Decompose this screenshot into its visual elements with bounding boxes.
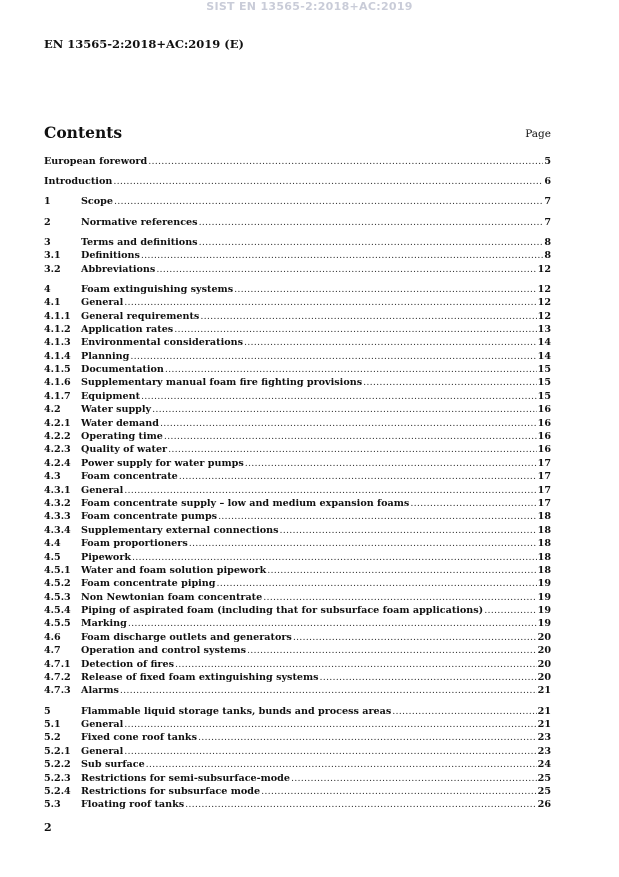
- toc-leader-dots: [280, 525, 537, 536]
- toc-entry-page: 14: [537, 350, 551, 362]
- toc-entry-title: Documentation: [81, 364, 164, 376]
- toc-entry-page: 18: [537, 564, 551, 576]
- toc-leader-dots: [200, 311, 536, 322]
- toc-entry-title: Foam discharge outlets and generators: [81, 631, 292, 643]
- toc-leader-dots: [164, 431, 537, 442]
- toc-entry[interactable]: [44, 250, 551, 263]
- toc-leader-dots: [189, 538, 537, 549]
- toc-leader-dots: [152, 404, 537, 415]
- toc-entry[interactable]: [44, 659, 551, 672]
- toc-leader-dots: [293, 632, 537, 643]
- toc-entry[interactable]: [44, 471, 551, 484]
- toc-leader-dots: [124, 485, 536, 496]
- toc-entry-page: 21: [537, 685, 551, 697]
- table-of-contents: [44, 156, 551, 813]
- toc-leader-dots: [363, 377, 537, 388]
- toc-entry-number: 4.3.4: [44, 524, 71, 536]
- toc-entry[interactable]: [44, 706, 551, 719]
- toc-entry-number: 4.2.3: [44, 444, 71, 456]
- toc-entry-number: 4.5.3: [44, 591, 71, 603]
- toc-entry-title: Restrictions for subsurface mode: [81, 785, 261, 797]
- toc-entry-number: 4.4: [44, 538, 61, 550]
- toc-entry-number: 4: [44, 283, 51, 295]
- toc-entry-page: 16: [537, 404, 551, 416]
- toc-entry-page: 20: [537, 645, 551, 657]
- toc-entry-title: Non Newtonian foam concentrate: [81, 591, 263, 603]
- toc-leader-dots: [179, 471, 537, 482]
- toc-entry-page: 12: [537, 283, 551, 295]
- toc-entry[interactable]: [44, 196, 551, 209]
- toc-entry-number: 3: [44, 236, 51, 248]
- watermark: SIST EN 13565-2:2018+AC:2019: [206, 0, 413, 13]
- toc-entry-title: Foam concentrate supply – low and medium expansion foams: [81, 497, 410, 509]
- toc-entry[interactable]: [44, 645, 551, 658]
- toc-entry-title: Power supply for water pumps: [81, 457, 244, 469]
- toc-entry-title: General: [81, 297, 124, 309]
- toc-entry-page: 8: [544, 236, 551, 248]
- toc-entry[interactable]: [44, 632, 551, 645]
- toc-entry[interactable]: [44, 156, 551, 169]
- toc-entry-title: Terms and definitions: [81, 236, 198, 248]
- toc-entry[interactable]: [44, 337, 551, 350]
- toc-leader-dots: [392, 706, 536, 717]
- toc-entry-page: 24: [537, 759, 551, 771]
- toc-entry-title: Pipework: [81, 551, 132, 563]
- toc-entry[interactable]: [44, 773, 551, 786]
- toc-entry-title: Flammable liquid storage tanks, bunds and process areas: [81, 705, 392, 717]
- toc-entry-number: 4.2.2: [44, 431, 71, 443]
- toc-leader-dots: [113, 176, 543, 187]
- toc-entry[interactable]: [44, 297, 551, 310]
- toc-entry-title: Marking: [81, 618, 127, 630]
- toc-entry-number: 5: [44, 705, 51, 717]
- toc-entry-number: 4.3.3: [44, 511, 71, 523]
- contents-heading: Contents: [44, 123, 123, 142]
- toc-entry[interactable]: [44, 351, 551, 364]
- toc-entry-page: 15: [537, 390, 551, 402]
- toc-entry-number: 4.5.2: [44, 578, 71, 590]
- toc-entry-title: General: [81, 745, 124, 757]
- toc-entry-title: Equipment: [81, 390, 141, 402]
- toc-entry-number: 1: [44, 196, 51, 208]
- toc-entry-number: 4.7.3: [44, 685, 71, 697]
- toc-entry[interactable]: [44, 759, 551, 772]
- toc-leader-dots: [114, 196, 543, 207]
- toc-entry-page: 20: [537, 658, 551, 670]
- toc-entry-number: 4.2.4: [44, 457, 71, 469]
- toc-entry[interactable]: [44, 672, 551, 685]
- toc-entry[interactable]: [44, 458, 551, 471]
- toc-entry[interactable]: [44, 511, 551, 524]
- toc-entry-title: Abbreviations: [81, 263, 156, 275]
- toc-entry-title: Supplementary manual foam fire fighting provisions: [81, 377, 363, 389]
- toc-entry[interactable]: [44, 418, 551, 431]
- toc-entry[interactable]: [44, 525, 551, 538]
- toc-entry-page: 7: [544, 196, 551, 208]
- toc-entry-page: 20: [537, 631, 551, 643]
- document-id: EN 13565-2:2018+AC:2019 (E): [44, 37, 244, 51]
- toc-entry-page: 18: [537, 551, 551, 563]
- toc-entry-title: Foam concentrate piping: [81, 578, 216, 590]
- toc-entry[interactable]: [44, 444, 551, 457]
- toc-entry-title: Introduction: [44, 176, 113, 188]
- toc-leader-dots: [130, 351, 536, 362]
- toc-entry[interactable]: [44, 237, 551, 250]
- toc-entry-page: 13: [537, 323, 551, 335]
- toc-leader-dots: [234, 284, 537, 295]
- toc-leader-dots: [484, 605, 536, 616]
- toc-entry[interactable]: [44, 324, 551, 337]
- page-number: 2: [44, 821, 52, 834]
- toc-entry-number: 4.1.2: [44, 323, 71, 335]
- toc-entry-number: 4.1.1: [44, 310, 71, 322]
- toc-leader-dots: [199, 237, 544, 248]
- toc-entry[interactable]: [44, 498, 551, 511]
- toc-entry[interactable]: [44, 538, 551, 551]
- toc-entry-page: 16: [537, 417, 551, 429]
- toc-entry-number: 4.5: [44, 551, 61, 563]
- toc-entry-number: 4.1.4: [44, 350, 71, 362]
- toc-entry-number: 4.3.1: [44, 484, 71, 496]
- toc-entry-title: Floating roof tanks: [81, 799, 185, 811]
- toc-entry-page: 18: [537, 524, 551, 536]
- toc-entry-page: 15: [537, 364, 551, 376]
- toc-entry-title: Sub surface: [81, 759, 145, 771]
- toc-entry-title: Fixed cone roof tanks: [81, 732, 197, 744]
- toc-entry[interactable]: [44, 565, 551, 578]
- toc-entry-title: Foam concentrate pumps: [81, 511, 218, 523]
- toc-entry-title: Normative references: [81, 216, 198, 228]
- toc-entry-title: Definitions: [81, 250, 140, 262]
- toc-entry[interactable]: [44, 746, 551, 759]
- toc-entry[interactable]: [44, 284, 551, 297]
- toc-entry-title: Foam extinguishing systems: [81, 283, 234, 295]
- toc-leader-dots: [146, 759, 537, 770]
- toc-entry-number: 5.2.3: [44, 772, 71, 784]
- toc-leader-dots: [156, 264, 536, 275]
- toc-entry-number: 4.6: [44, 631, 61, 643]
- toc-entry-page: 14: [537, 337, 551, 349]
- toc-leader-dots: [247, 645, 537, 656]
- toc-entry-title: Water demand: [81, 417, 159, 429]
- toc-entry-number: 4.5.4: [44, 605, 71, 617]
- toc-entry-number: 4.2: [44, 404, 61, 416]
- toc-entry-number: 4.1: [44, 297, 61, 309]
- toc-entry[interactable]: [44, 786, 551, 799]
- page-column-label: Page: [525, 128, 551, 140]
- toc-leader-dots: [244, 337, 537, 348]
- toc-entry-page: 6: [544, 176, 551, 188]
- toc-entry-number: 4.3.2: [44, 497, 71, 509]
- toc-leader-dots: [124, 719, 536, 730]
- toc-entry-page: 21: [537, 719, 551, 731]
- toc-entry-page: 18: [537, 511, 551, 523]
- toc-entry-page: 19: [537, 605, 551, 617]
- toc-entry[interactable]: [44, 799, 551, 812]
- toc-entry-number: 4.1.3: [44, 337, 71, 349]
- toc-entry-number: 2: [44, 216, 51, 228]
- toc-entry-title: Quality of water: [81, 444, 168, 456]
- toc-entry-page: 26: [537, 799, 551, 811]
- toc-entry-page: 23: [537, 745, 551, 757]
- toc-entry-page: 15: [537, 377, 551, 389]
- toc-entry-page: 20: [537, 672, 551, 684]
- toc-entry-number: 4.7.2: [44, 672, 71, 684]
- toc-entry-number: 5.2.1: [44, 745, 71, 757]
- toc-entry-title: Alarms: [81, 685, 119, 697]
- toc-leader-dots: [124, 297, 536, 308]
- toc-entry-number: 5.3: [44, 799, 61, 811]
- toc-entry[interactable]: [44, 605, 551, 618]
- toc-entry-page: 12: [537, 310, 551, 322]
- toc-entry-number: 5.2.4: [44, 785, 71, 797]
- toc-entry-title: Supplementary external connections: [81, 524, 279, 536]
- toc-entry[interactable]: [44, 264, 551, 277]
- toc-entry-title: European foreword: [44, 156, 148, 167]
- toc-entry-page: 25: [537, 785, 551, 797]
- toc-entry-page: 18: [537, 538, 551, 550]
- toc-entry-number: 3.2: [44, 263, 61, 275]
- toc-entry-title: General: [81, 484, 124, 496]
- toc-entry-number: 4.3: [44, 471, 61, 483]
- toc-leader-dots: [124, 746, 536, 757]
- toc-entry-number: 5.2.2: [44, 759, 71, 771]
- toc-entry-page: 8: [544, 250, 551, 262]
- toc-leader-dots: [174, 324, 536, 335]
- toc-entry-number: 3.1: [44, 250, 61, 262]
- toc-entry[interactable]: [44, 391, 551, 404]
- toc-entry-number: 4.5.5: [44, 618, 71, 630]
- toc-leader-dots: [218, 511, 537, 522]
- toc-entry[interactable]: [44, 364, 551, 377]
- toc-entry-title: General requirements: [81, 310, 200, 322]
- toc-entry-title: Foam concentrate: [81, 471, 178, 483]
- toc-leader-dots: [245, 458, 537, 469]
- toc-leader-dots: [141, 391, 537, 402]
- toc-entry-page: 16: [537, 444, 551, 456]
- toc-leader-dots: [148, 156, 543, 167]
- toc-entry-page: 23: [537, 732, 551, 744]
- toc-leader-dots: [175, 659, 537, 670]
- toc-entry-title: Detection of fires: [81, 658, 174, 670]
- toc-entry-number: 4.2.1: [44, 417, 71, 429]
- toc-leader-dots: [128, 618, 537, 629]
- toc-entry-page: 5: [544, 156, 551, 167]
- toc-entry[interactable]: [44, 552, 551, 565]
- toc-entry-number: 4.1.7: [44, 390, 71, 402]
- toc-entry-page: 19: [537, 591, 551, 603]
- toc-leader-dots: [120, 685, 537, 696]
- toc-entry[interactable]: [44, 719, 551, 732]
- toc-leader-dots: [185, 799, 536, 810]
- toc-entry-number: 5.1: [44, 719, 61, 731]
- toc-entry[interactable]: [44, 311, 551, 324]
- toc-entry-page: 19: [537, 618, 551, 630]
- toc-entry-title: Water and foam solution pipework: [81, 564, 267, 576]
- toc-entry[interactable]: [44, 217, 551, 230]
- toc-entry[interactable]: [44, 377, 551, 390]
- toc-entry[interactable]: [44, 176, 551, 189]
- toc-entry-number: 4.7: [44, 645, 61, 657]
- toc-entry-number: 4.7.1: [44, 658, 71, 670]
- toc-entry-page: 25: [537, 772, 551, 784]
- toc-entry[interactable]: [44, 404, 551, 417]
- toc-leader-dots: [261, 786, 537, 797]
- toc-entry-number: 4.1.6: [44, 377, 71, 389]
- toc-entry-title: Release of fixed foam extinguishing systems: [81, 672, 319, 684]
- toc-leader-dots: [198, 732, 537, 743]
- toc-leader-dots: [199, 217, 544, 228]
- toc-entry-number: 4.1.5: [44, 364, 71, 376]
- toc-leader-dots: [263, 592, 536, 603]
- toc-entry-page: 17: [537, 484, 551, 496]
- toc-entry-page: 17: [537, 497, 551, 509]
- toc-leader-dots: [267, 565, 536, 576]
- toc-entry-title: Application rates: [81, 323, 174, 335]
- toc-entry-page: 17: [537, 471, 551, 483]
- toc-entry-title: Planning: [81, 350, 130, 362]
- toc-leader-dots: [160, 418, 537, 429]
- toc-entry-page: 16: [537, 431, 551, 443]
- toc-leader-dots: [165, 364, 537, 375]
- toc-entry-title: General: [81, 719, 124, 731]
- toc-entry[interactable]: [44, 618, 551, 631]
- toc-leader-dots: [320, 672, 537, 683]
- toc-entry-title: Operating time: [81, 431, 163, 443]
- toc-entry-number: 4.5.1: [44, 564, 71, 576]
- toc-leader-dots: [168, 444, 537, 455]
- toc-entry[interactable]: [44, 685, 551, 698]
- toc-leader-dots: [410, 498, 536, 509]
- toc-entry-page: 21: [537, 705, 551, 717]
- toc-leader-dots: [141, 250, 543, 261]
- toc-entry[interactable]: [44, 485, 551, 498]
- toc-entry-page: 7: [544, 216, 551, 228]
- toc-entry[interactable]: [44, 578, 551, 591]
- toc-entry-title: Scope: [81, 196, 113, 208]
- toc-leader-dots: [217, 578, 537, 589]
- toc-entry-page: 12: [537, 263, 551, 275]
- toc-entry-title: Restrictions for semi-subsurface-mode: [81, 772, 290, 784]
- toc-entry-title: Piping of aspirated foam (including that for subsurface foam applications): [81, 605, 484, 617]
- toc-entry-number: 5.2: [44, 732, 61, 744]
- toc-entry[interactable]: [44, 732, 551, 745]
- toc-entry-title: Environmental considerations: [81, 337, 243, 349]
- toc-entry-title: Foam proportioners: [81, 538, 188, 550]
- toc-entry-title: Water supply: [81, 404, 152, 416]
- toc-leader-dots: [132, 552, 537, 563]
- toc-leader-dots: [291, 773, 537, 784]
- toc-entry-page: 12: [537, 297, 551, 309]
- toc-entry-page: 17: [537, 457, 551, 469]
- toc-entry[interactable]: [44, 592, 551, 605]
- toc-entry-title: Operation and control systems: [81, 645, 247, 657]
- toc-entry-page: 19: [537, 578, 551, 590]
- toc-entry[interactable]: [44, 431, 551, 444]
